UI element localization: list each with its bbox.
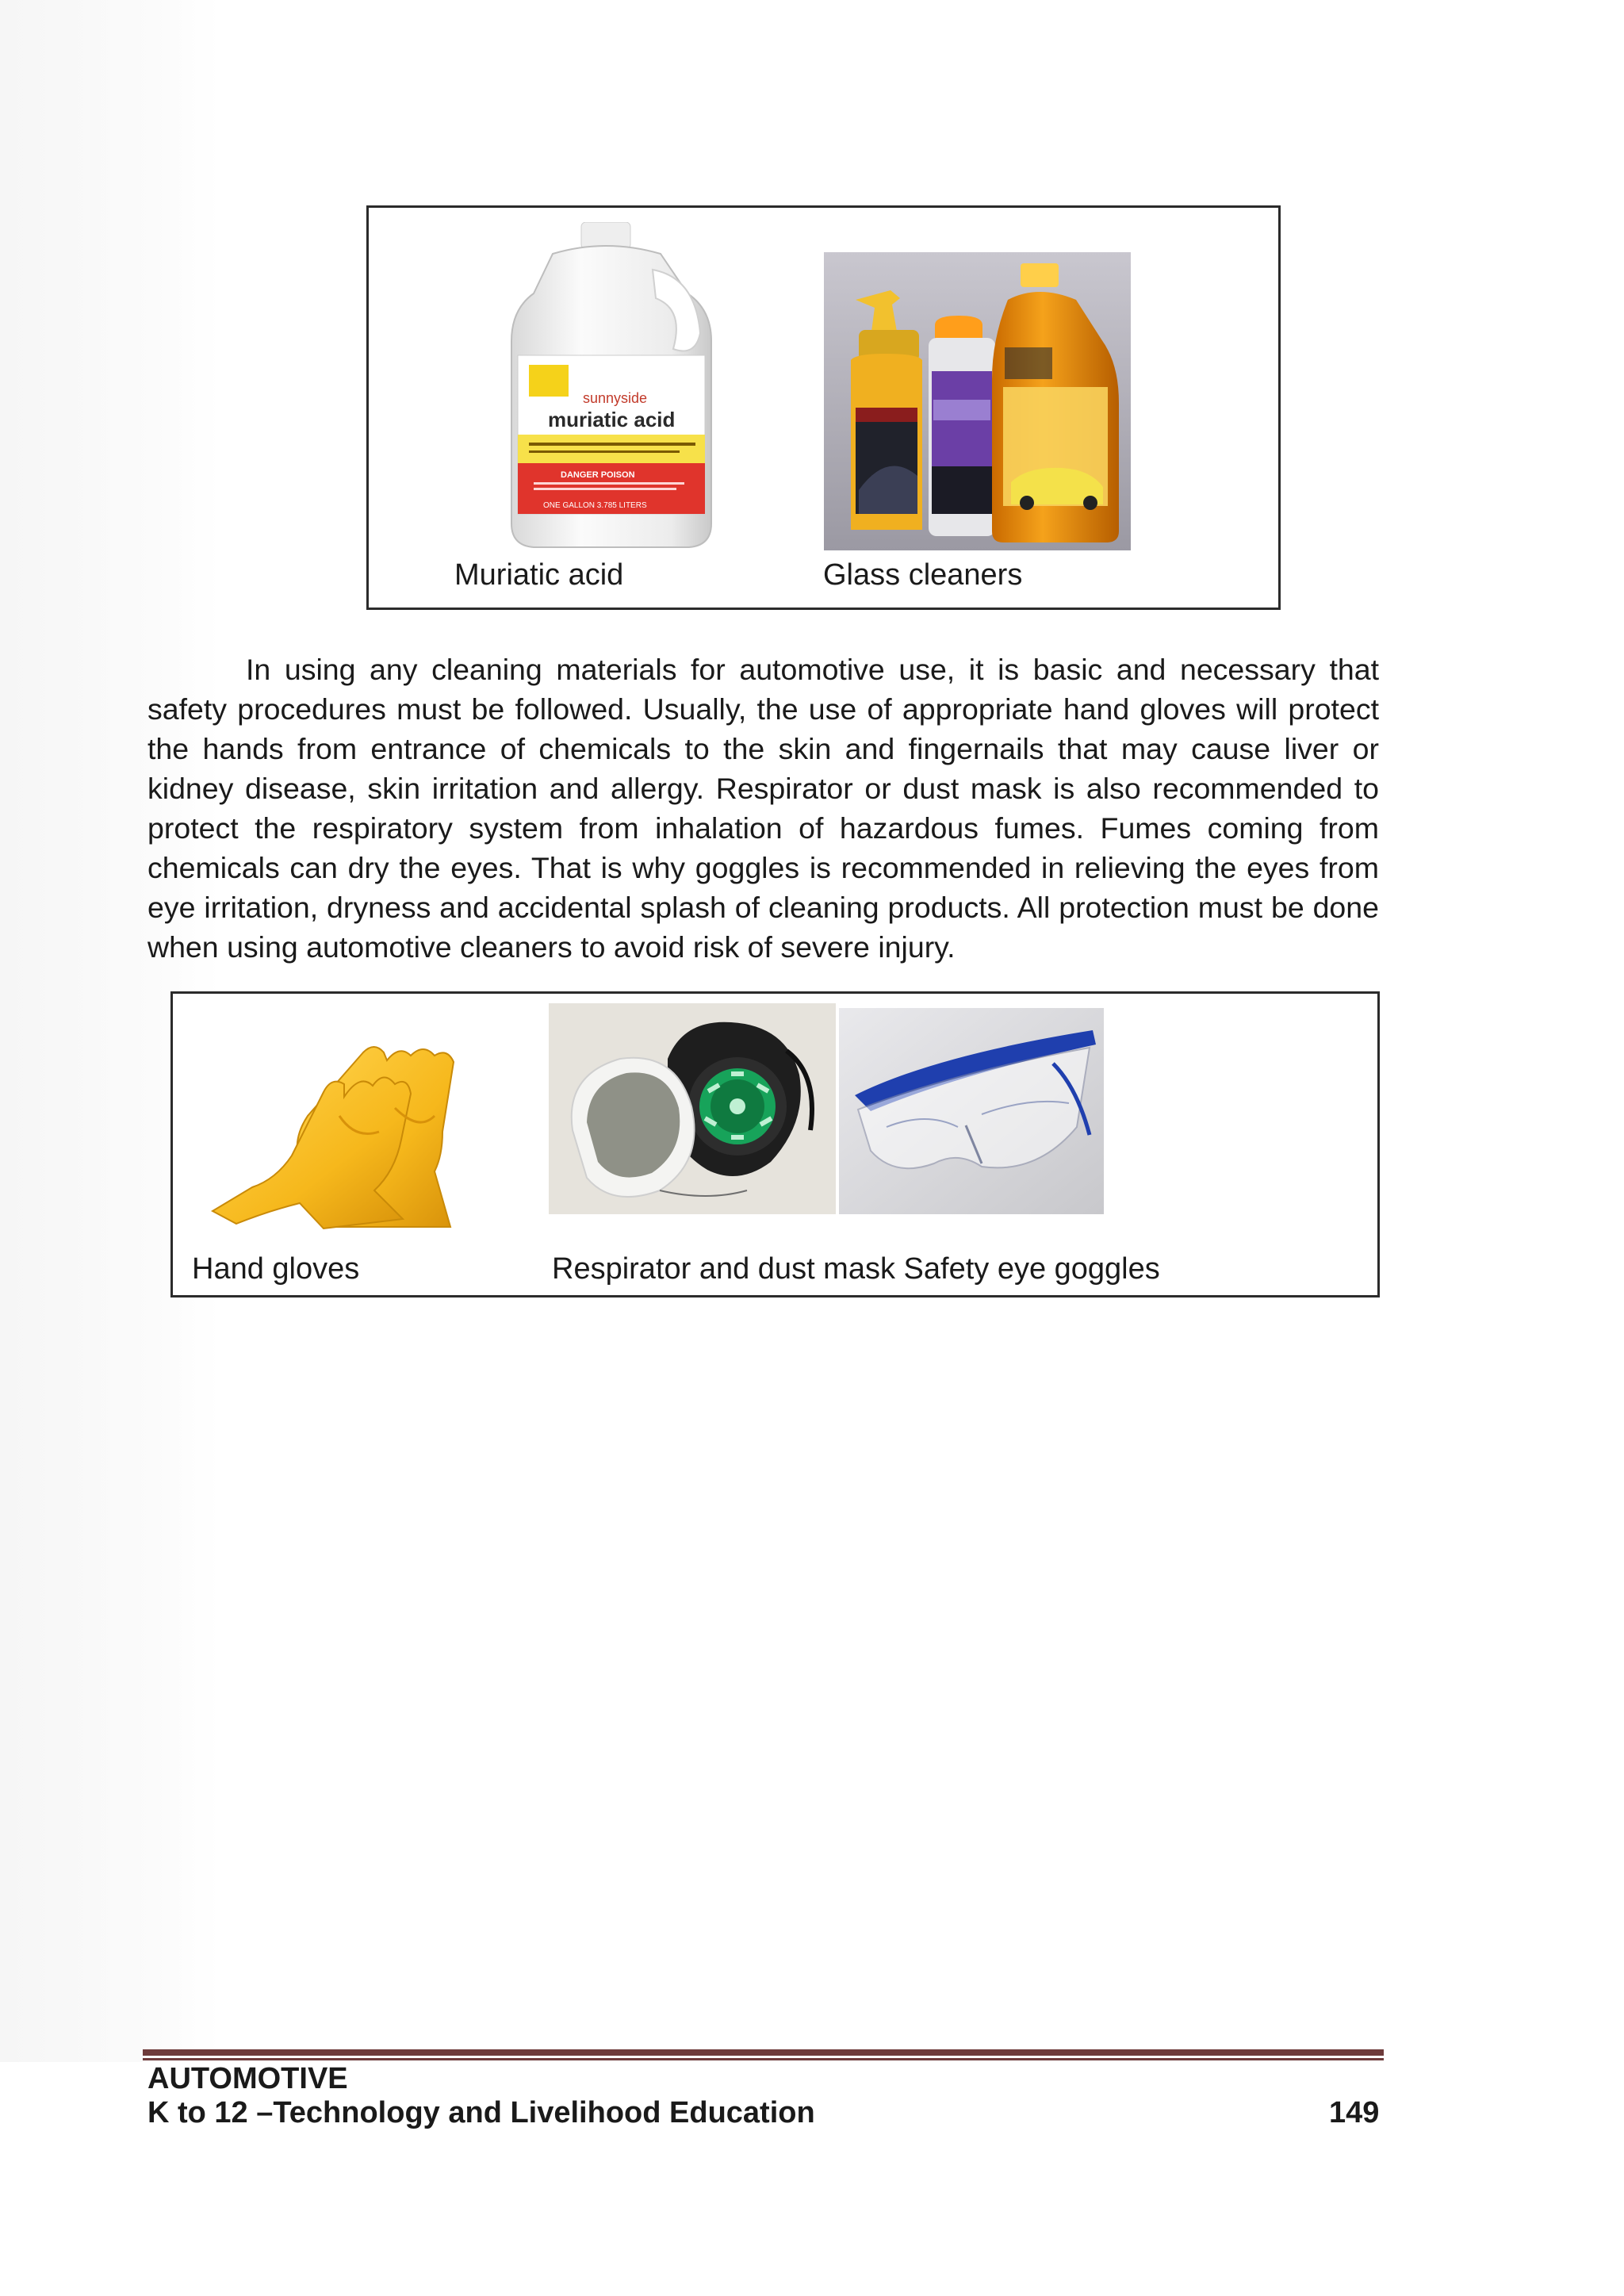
respirator-dust-mask-icon [549,1003,836,1214]
page-number: 149 [1329,2096,1380,2129]
muriatic-acid-jug-icon [497,222,727,555]
figure-box-cleaners [366,205,1281,610]
jug-volume-text: ONE GALLON 3.785 LITERS [543,501,647,510]
body-paragraph: In using any cleaning materials for automotive use, it is basic and necessary that safety procedures must be followed. Usually, the use of appropriate hand gloves will protect the hands from entrance of chemicals to the skin and fingernails that may cause liver or kidney disease, skin irritation and allergy. Respirator or dust mask is also recommended to protect the respiratory system from inhalation of hazardous fumes. Fumes coming from chemicals can dry the eyes. That is why goggles is recommended in relieving the eyes from eye irritation, dryness and accidental splash of cleaning products. All protection must be done when using automotive cleaners to avoid risk of severe injury. [147,653,1379,964]
footer-rule [143,2049,1384,2060]
caption-hand-gloves: Hand gloves [192,1252,360,1286]
glass-cleaner-bottles-icon [824,252,1131,550]
jug-warning-text: DANGER POISON [561,470,635,480]
jug-brand-text: sunnyside [583,390,648,406]
jug-product-text: muriatic acid [548,408,676,431]
caption-respirator-goggles: Respirator and dust mask Safety eye goggles [552,1252,1160,1286]
footer-course: K to 12 –Technology and Livelihood Education [147,2096,815,2129]
footer-subject: AUTOMOTIVE [147,2062,348,2095]
safety-goggles-icon [839,1008,1104,1214]
hand-gloves-icon [205,1021,538,1235]
figure-box-protection [170,991,1380,1297]
caption-glass-cleaners: Glass cleaners [823,558,1023,592]
caption-muriatic-acid: Muriatic acid [454,558,624,592]
